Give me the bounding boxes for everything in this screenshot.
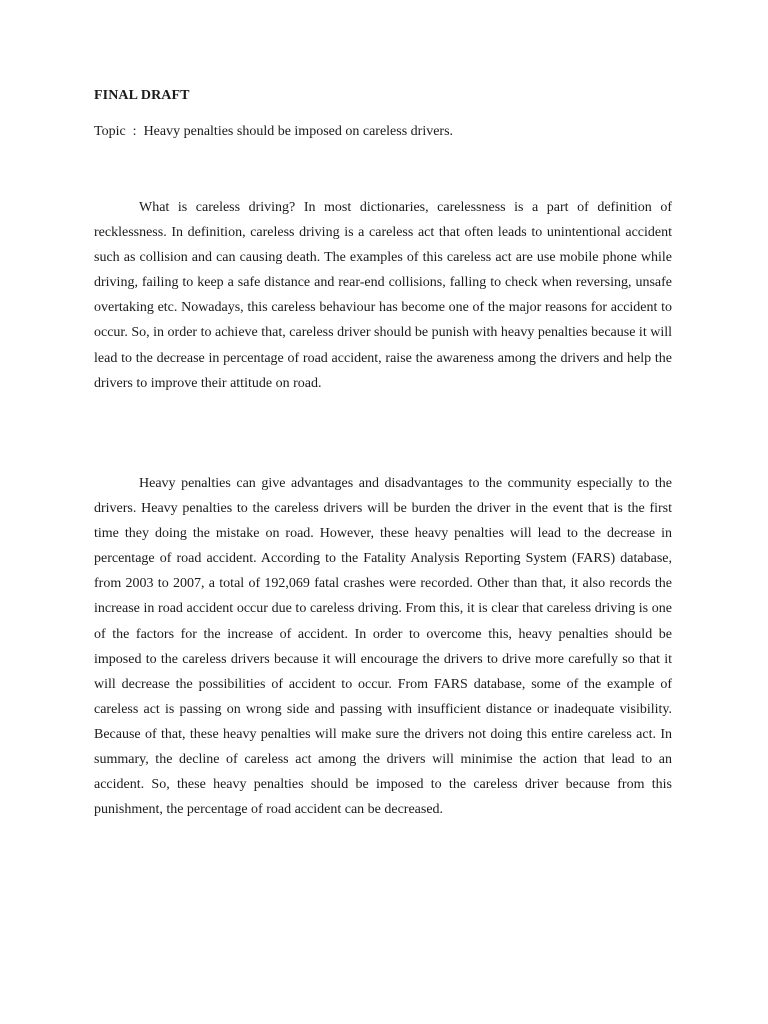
document-topic: Topic : Heavy penalties should be imposed on careless drivers. — [94, 124, 454, 139]
paragraph-body: Heavy penalties can give advantages and disadvantages to the community especially to the drivers. Heavy penalties to the careless drivers will be burden the driver in the event that is the first time they doing the mistake on road. However, these heavy penalties will lead to the decrease in percentage of road accident. According to the Fatality Analysis Reporting System (FARS) database, from 2003 to 2007, a total of 192,069 fatal crashes were recorded. Other than that, it also records the increase in road accident occur due to careless driving. From this, it is clear that careless driving is one of the factors for the increase of accident. In order to overcome this, heavy penalties should be imposed to the careless drivers because it will encourage the drivers to drive more carefully so that it will decrease the possibilities of accident to occur. From FARS database, some of the example of careless act is passing on wrong side and passing with insufficient distance or inadequate visibility. Because of that, these heavy penalties will make sure the drivers not doing this entire careless act. In summary, the decline of careless act among the drivers will minimise the action that lead to an accident. So, these heavy penalties should be imposed to the careless driver because from this punishment, the percentage of road accident can be decreased. — [94, 476, 672, 818]
paragraph-introduction: What is careless driving? In most dictionaries, carelessness is a part of definition of recklessness. In definition, careless driving is a careless act that often leads to unintentional accident such as collision and can causing death. The examples of this careless act are use mobile phone while driving, failing to keep a safe distance and rear-end collisions, falling to check when reversing, unsafe overtaking etc. Nowadays, this careless behaviour has become one of the major reasons for accident to occur. So, in order to achieve that, careless driver should be punish with heavy penalties because it will lead to the decrease in percentage of road accident, raise the awareness among the drivers and help the drivers to improve their attitude on road. — [94, 200, 672, 391]
document-heading: FINAL DRAFT — [94, 88, 190, 103]
